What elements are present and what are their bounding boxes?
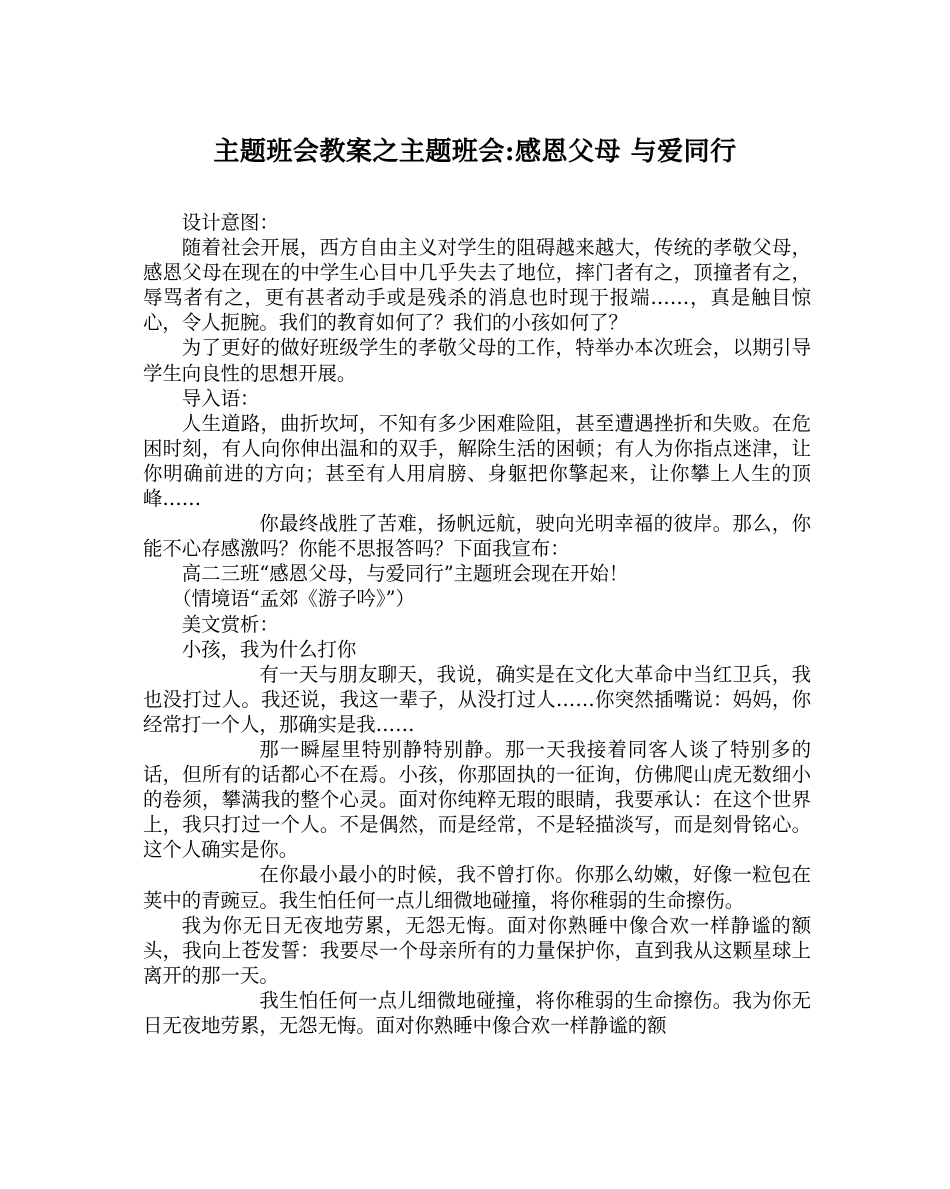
paragraph: （情境语“孟郊《游子吟》”） xyxy=(172,587,415,611)
section-heading-design-intent: 设计意图： xyxy=(181,211,279,234)
section-heading-intro: 导入语： xyxy=(181,386,260,410)
essay-title: 小孩，我为什么打你 xyxy=(181,637,357,661)
paragraph: 你最终战胜了苦难，扬帆远航，驶向光明幸福的彼岸。那么，你能不心存感激吗？你能不思报答吗？下面我宣布： xyxy=(143,512,811,561)
paragraph: 我为你无日无夜地劳累，无怨无悔。面对你熟睡中像合欢一样静谧的额头，我向上苍发誓：我要尽一个母亲所有的力量保护你，直到我从这颗星球上离开的那一天。 xyxy=(143,913,811,987)
document-title: 主题班会教案之主题班会:感恩父母 与爱同行 xyxy=(213,137,737,167)
paragraph: 为了更好的做好班级学生的孝敬父母的工作，特举办本次班会，以期引导学生向良性的思想开展。 xyxy=(143,336,811,385)
paragraph: 我生怕任何一点儿细微地碰撞，将你稚弱的生命擦伤。我为你无日无夜地劳累，无怨无悔。面对你熟睡中像合欢一样静谧的额 xyxy=(143,988,811,1037)
paragraph: 那一瞬屋里特别静特别静。那一天我接着同客人谈了特别多的话，但所有的话都心不在焉。小孩，你那固执的一征询，仿佛爬山虎无数细小的卷须，攀满我的整个心灵。面对你纯粹无瑕的眼睛，我要承认：在这个世界上，我只打过一个人。不是偶然，而是经常，不是轻描淡写，而是刻骨铭心。这个人确实是你。 xyxy=(143,737,811,862)
paragraph: 有一天与朋友聊天，我说，确实是在文化大革命中当红卫兵，我也没打过人。我还说，我这一辈子，从没打过人……你突然插嘴说：妈妈，你经常打一个人，那确实是我…… xyxy=(143,662,811,736)
paragraph: 在你最小最小的时候，我不曾打你。你那么幼嫩，好像一粒包在荚中的青豌豆。我生怕任何一点儿细微地碰撞，将你稚弱的生命擦伤。 xyxy=(143,863,811,912)
paragraph: 高二三班“感恩父母，与爱同行”主题班会现在开始！ xyxy=(181,562,629,586)
paragraph: 人生道路，曲折坎坷，不知有多少困难险阻，甚至遭遇挫折和失败。在危困时刻，有人向你伸出温和的双手，解除生活的困顿；有人为你指点迷津，让你明确前进的方向；甚至有人用肩膀、身躯把你擎起来，让你攀上人生的顶峰…… xyxy=(143,411,811,511)
section-heading-appreciation: 美文赏析： xyxy=(181,612,279,636)
paragraph: 随着社会开展，西方自由主义对学生的阻碍越来越大，传统的孝敬父母，感恩父母在现在的中学生心目中几乎失去了地位，摔门者有之，顶撞者有之，辱骂者有之，更有甚者动手或是残杀的消息也时现于报端……，真是触目惊心，令人扼腕。我们的教育如何了？我们的小孩如何了？ xyxy=(143,236,811,335)
document-body xyxy=(143,210,811,1038)
